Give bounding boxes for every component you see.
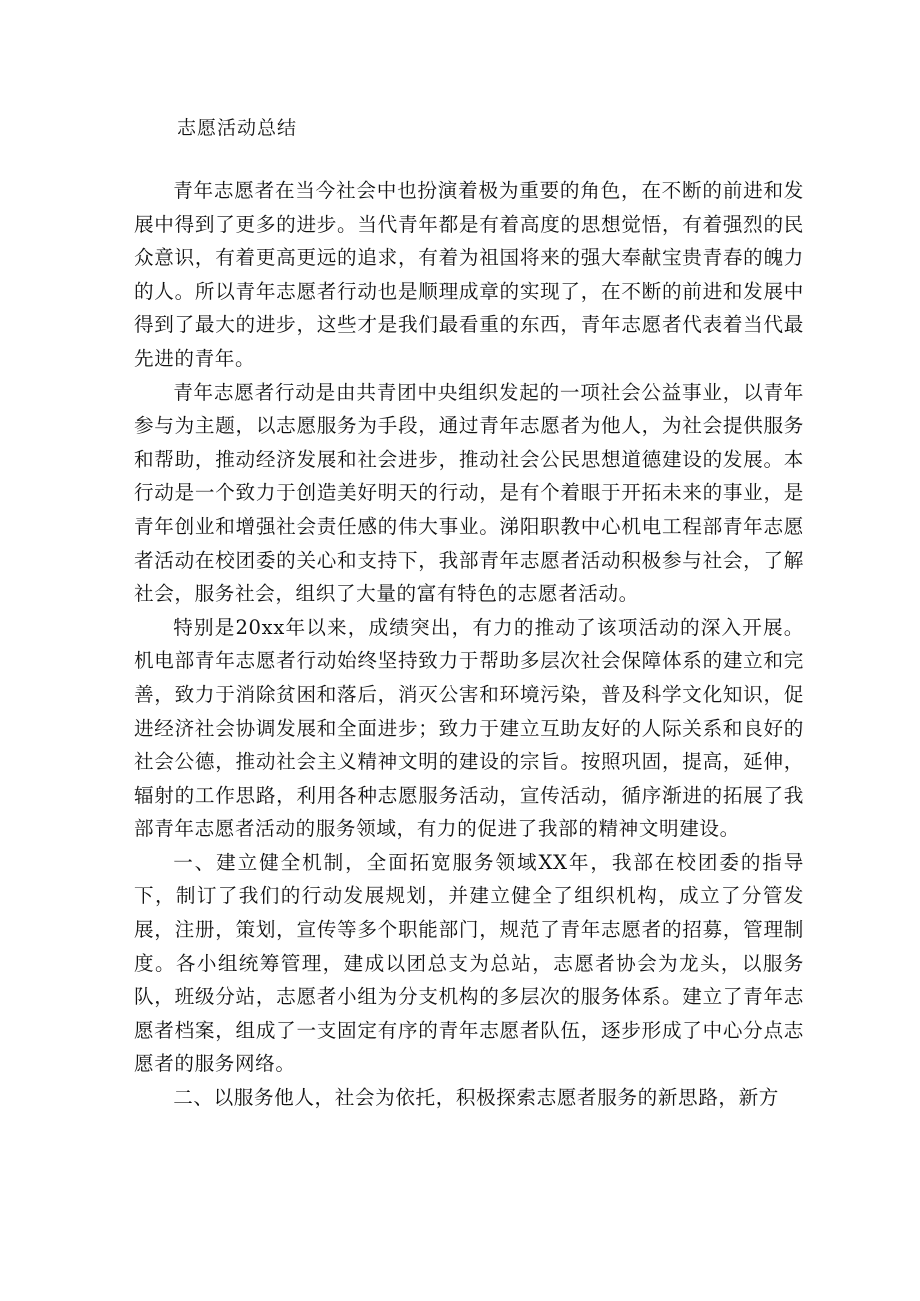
paragraph-4: 一、建立健全机制，全面拓宽服务领域XX年，我部在校团委的指导下，制订了我们的行动发展规划，并建立健全了组织机构，成立了分管发展，注册，策划，宣传等多个职能部门，规范了青年志愿者的招募，管理制度。各小组统筹管理，建成以团总支为总站，志愿者协会为龙头，以服务队，班级分站，志愿者小组为分支机构的多层次的服务体系。建立了青年志愿者档案，组成了一支固定有序的青年志愿者队伍，逐步形成了中心分点志愿者的服务网络。 [134,850,804,1076]
paragraph-5: 二、以服务他人，社会为依托，积极探索志愿者服务的新思路，新方 [173,1086,779,1110]
paragraph-3: 特别是20xx年以来，成绩突出，有力的推动了该项活动的深入开展。机电部青年志愿者行动始终坚持致力于帮助多层次社会保障体系的建立和完善，致力于消除贫困和落后，消灭公害和环境污染，普及科学文化知识，促进经济社会协调发展和全面进步；致力于建立互助友好的人际关系和良好的社会公德，推动社会主义精神文明的建设的宗旨。按照巩固，提高，延伸，辐射的工作思路，利用各种志愿服务活动，宣传活动，循序渐进的拓展了我部青年志愿者活动的服务领域，有力的促进了我部的精神文明建设。 [134,615,804,841]
paragraph-2: 青年志愿者行动是由共青团中央组织发起的一项社会公益事业，以青年参与为主题，以志愿服务为手段，通过青年志愿者为他人，为社会提供服务和帮助，推动经济发展和社会进步，推动社会公民思想道德建设的发展。本行动是一个致力于创造美好明天的行动，是有个着眼于开拓未来的事业，是青年创业和增强社会责任感的伟大事业。涕阳职教中心机电工程部青年志愿者活动在校团委的关心和支持下，我部青年志愿者活动积极参与社会，了解社会，服务社会，组织了大量的富有特色的志愿者活动。 [134,380,804,606]
document-title: 志愿活动总结 [177,117,298,139]
paragraph-1: 青年志愿者在当今社会中也扮演着极为重要的角色，在不断的前进和发展中得到了更多的进步。当代青年都是有着高度的思想觉悟，有着强烈的民众意识，有着更高更远的追求，有着为祖国将来的强大奉献宝贵青春的魄力的人。所以青年志愿者行动也是顺理成章的实现了，在不断的前进和发展中得到了最大的进步，这些才是我们最看重的东西，青年志愿者代表着当代最先进的青年。 [134,179,804,370]
document-body [134,174,804,1115]
